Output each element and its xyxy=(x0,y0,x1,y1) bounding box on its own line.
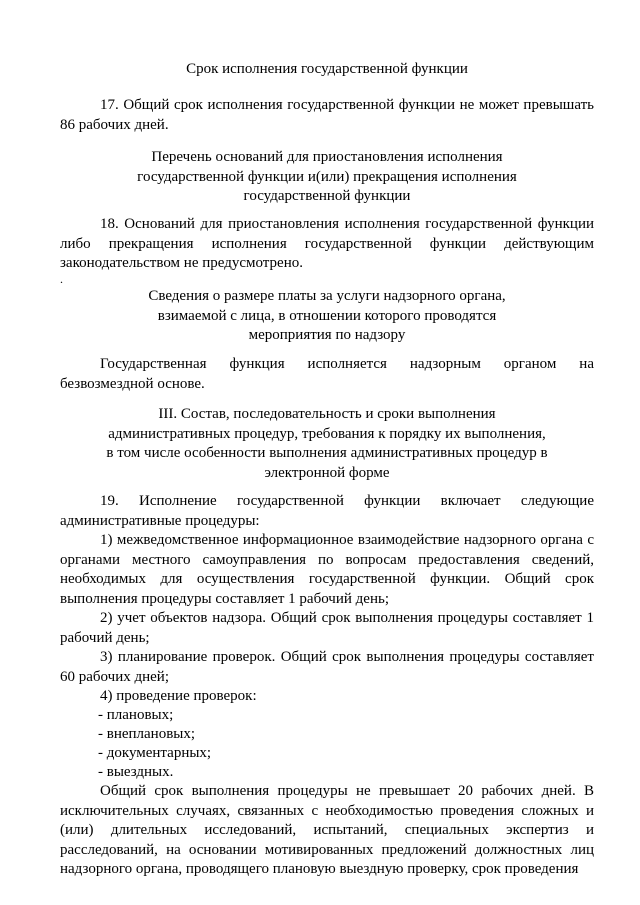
paragraph-19: 19. Исполнение государственной функции включает следующие административные процедуры: xyxy=(60,493,594,529)
procedure-item-3: 3) планирование проверок. Общий срок выполнения процедуры составляет 60 рабочих дней; xyxy=(60,649,594,685)
stray-mark: . xyxy=(60,272,63,286)
fee-heading xyxy=(60,287,594,346)
suspension-heading-line: государственной функции xyxy=(243,188,411,204)
procedure-item-2: 2) учет объектов надзора. Общий срок выполнения процедуры составляет 1 рабочий день; xyxy=(60,610,594,646)
procedure-item-1: 1) межведомственное информационное взаимодействие надзорного органа с органами местного самоуправления по вопросам предоставления сведений, необходимых для осуществления государственной функции. Общий срок выполнения процедуры составляет 1 рабочий день; xyxy=(60,532,594,607)
fee-heading-line: взимаемой с лица, в отношении которого проводятся xyxy=(157,307,497,324)
section-3-heading-line: административных процедур, требования к порядку их выполнения, xyxy=(108,425,546,442)
total-term-paragraph: Общий срок выполнения процедуры не превышает 20 рабочих дней. В исключительных случаях, связанных с необходимостью проведения сложных и (или) длительных исследований, испытаний, специальных экспертиз и расследований, на основании мотивированных предложений должностных лиц надзорного органа, проводящего плановую выездную проверку, срок проведения xyxy=(60,783,594,877)
sub-item: - внеплановых; xyxy=(98,726,196,742)
suspension-heading-line: государственной функции и(или) прекращения исполнения xyxy=(137,168,517,185)
paragraph-17: 17. Общий срок исполнения государственной функции не может превышать 86 рабочих дней. xyxy=(60,97,594,133)
sub-item: - документарных; xyxy=(98,745,212,761)
term-heading: Срок исполнения государственной функции xyxy=(186,61,468,77)
sub-item: - выездных. xyxy=(98,764,174,780)
suspension-heading xyxy=(60,148,594,207)
fee-heading-line: мероприятия по надзору xyxy=(248,327,406,343)
fee-heading-line: Сведения о размере платы за услуги надзорного органа, xyxy=(148,288,506,304)
section-3-heading-line: электронной форме xyxy=(264,464,390,481)
paragraph-18: 18. Оснований для приостановления исполнения государственной функции либо прекращения исполнения государственной функции действующим законодательством не предусмотрено. xyxy=(60,216,594,271)
suspension-heading-line: Перечень оснований для приостановления исполнения xyxy=(151,149,503,165)
fee-paragraph: Государственная функция исполняется надзорным органом на безвозмездной основе. xyxy=(60,356,594,392)
section-3-heading xyxy=(60,405,594,483)
section-3-heading-line: в том числе особенности выполнения административных процедур в xyxy=(106,445,548,461)
procedure-item-4: 4) проведение проверок: xyxy=(100,688,257,704)
section-3-heading-line: III. Состав, последовательность и сроки выполнения xyxy=(158,406,496,422)
sub-item: - плановых; xyxy=(98,707,174,723)
